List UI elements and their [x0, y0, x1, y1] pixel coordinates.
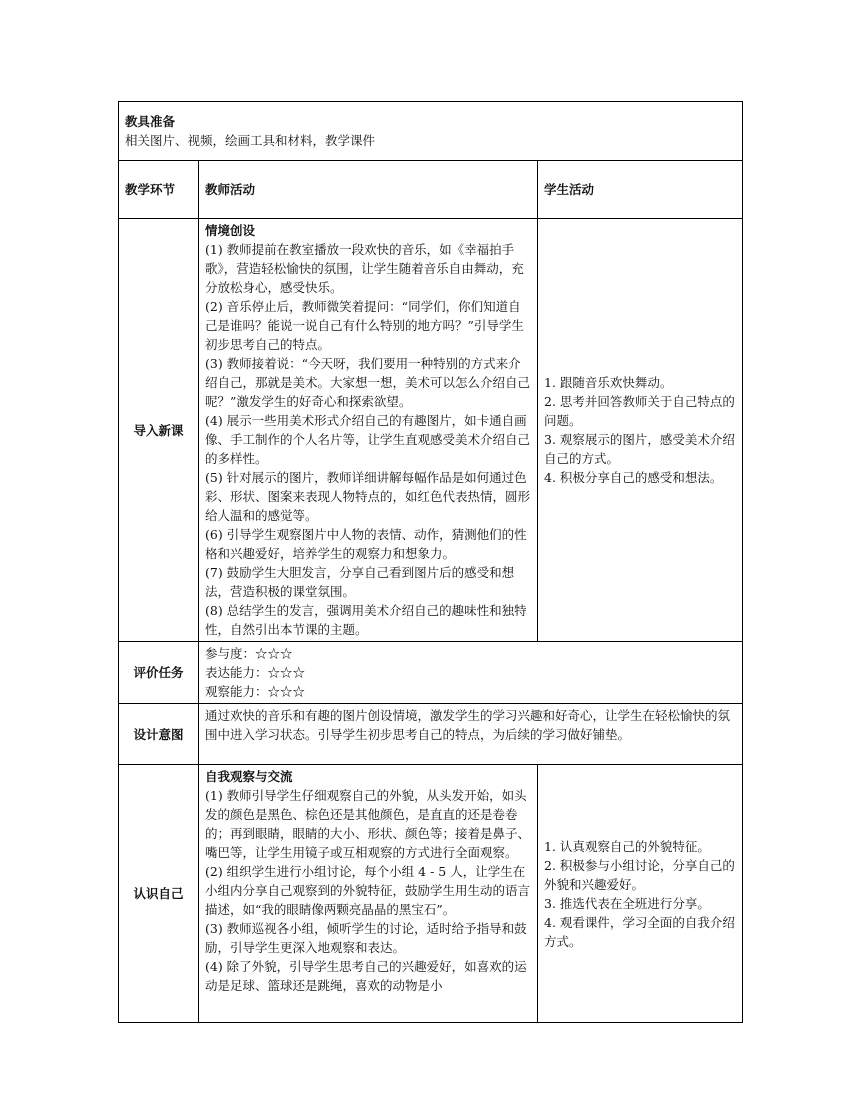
design-label: 设计意图	[119, 704, 199, 765]
intro-teacher-item: (5) 针对展示的图片，教师详细讲解每幅作品是如何通过色彩、形状、图案来表现人物特点的，如红色代表热情，圆形给人温和的感觉等。	[205, 470, 531, 523]
intro-student-item: 2. 思考并回答教师关于自己特点的问题。	[544, 394, 735, 428]
self-student-item: 3. 推选代表在全班进行分享。	[544, 895, 710, 911]
intro-teacher-item: (7) 鼓励学生大胆发言，分享自己看到图片后的感受和想法，营造积极的课堂氛围。	[205, 565, 515, 599]
evaluation-row	[119, 642, 743, 704]
self-teacher-item: (4) 除了外貌，引导学生思考自己的兴趣爱好，如喜欢的运动是足球、篮球还是跳绳，喜欢的动物是小	[205, 959, 527, 993]
header-stage: 教学环节	[119, 161, 199, 219]
self-title: 自我观察与交流	[205, 769, 293, 784]
materials-cell	[119, 102, 743, 161]
evaluation-cell	[199, 642, 743, 704]
evaluation-item: 参与度：☆☆☆	[205, 646, 293, 661]
self-student-item: 1. 认真观察自己的外貌特征。	[544, 838, 710, 854]
materials-content: 相关图片、视频，绘画工具和材料，教学课件	[125, 133, 376, 148]
intro-teacher-item: (8) 总结学生的发言，强调用美术介绍自己的趣味性和独特性，自然引出本节课的主题。	[205, 603, 527, 637]
intro-student-cell	[538, 219, 743, 642]
materials-title: 教具准备	[125, 114, 176, 129]
intro-teacher-cell	[199, 219, 538, 642]
header-student: 学生活动	[538, 161, 743, 219]
self-student-item: 2. 积极参与小组讨论，分享自己的外貌和兴趣爱好。	[544, 857, 735, 892]
intro-label: 导入新课	[119, 219, 199, 642]
intro-student-item: 4. 积极分享自己的感受和想法。	[544, 470, 723, 485]
self-label: 认识自己	[119, 765, 199, 1023]
self-teacher-item: (1) 教师引导学生仔细观察自己的外貌，从头发开始，如头发的颜色是黑色、棕色还是其他颜色，是直直的还是卷卷的；再到眼睛，眼睛的大小、形状、颜色等；接着是鼻子、嘴巴等，让学生用镜子或互相观察的方式进行全面观察。	[205, 788, 531, 860]
self-teacher-cell	[199, 765, 538, 1023]
intro-student-item: 1. 跟随音乐欢快舞动。	[544, 375, 673, 390]
evaluation-item: 表达能力：☆☆☆	[205, 665, 306, 680]
evaluation-label: 评价任务	[119, 642, 199, 704]
intro-teacher-item: (2) 音乐停止后，教师微笑着提问：“同学们，你们知道自己是谁吗？能说一说自己有什么特别的地方吗？”引导学生初步思考自己的特点。	[205, 299, 524, 352]
self-row	[119, 765, 743, 1023]
lesson-plan-table	[118, 101, 743, 1023]
intro-title: 情境创设	[205, 223, 256, 238]
intro-teacher-item: (6) 引导学生观察图片中人物的表情、动作，猜测他们的性格和兴趣爱好，培养学生的观察力和想象力。	[205, 527, 527, 561]
intro-teacher-item: (4) 展示一些用美术形式介绍自己的有趣图片，如卡通自画像、手工制作的个人名片等，让学生直观感受美术介绍自己的多样性。	[205, 413, 531, 466]
self-student-cell	[538, 765, 743, 1023]
intro-teacher-item: (1) 教师提前在教室播放一段欢快的音乐，如《幸福拍手歌》，营造轻松愉快的氛围，让学生随着音乐自由舞动，充分放松身心，感受快乐。	[205, 242, 524, 295]
intro-teacher-item: (3) 教师接着说：“今天呀，我们要用一种特别的方式来介绍自己，那就是美术。大家想一想，美术可以怎么介绍自己呢？”激发学生的好奇心和探索欲望。	[205, 356, 531, 409]
self-student-item: 4. 观看课件，学习全面的自我介绍方式。	[544, 914, 735, 949]
evaluation-item: 观察能力：☆☆☆	[205, 684, 306, 699]
design-cell	[199, 704, 743, 765]
intro-student-item: 3. 观察展示的图片，感受美术介绍自己的方式。	[544, 432, 735, 466]
header-teacher: 教师活动	[199, 161, 538, 219]
header-row	[119, 161, 743, 219]
self-teacher-item: (2) 组织学生进行小组讨论，每个小组 4 - 5 人，让学生在小组内分享自己观察到的外貌特征，鼓励学生用生动的语言描述，如“我的眼睛像两颗亮晶晶的黑宝石”。	[205, 864, 531, 917]
self-teacher-item: (3) 教师巡视各小组，倾听学生的讨论，适时给予指导和鼓励，引导学生更深入地观察和表达。	[205, 921, 527, 955]
design-row	[119, 704, 743, 765]
materials-row	[119, 102, 743, 161]
design-content: 通过欢快的音乐和有趣的图片创设情境，激发学生的学习兴趣和好奇心，让学生在轻松愉快的氛围中进入学习状态。引导学生初步思考自己的特点，为后续的学习做好铺垫。	[205, 708, 731, 742]
intro-row	[119, 219, 743, 642]
